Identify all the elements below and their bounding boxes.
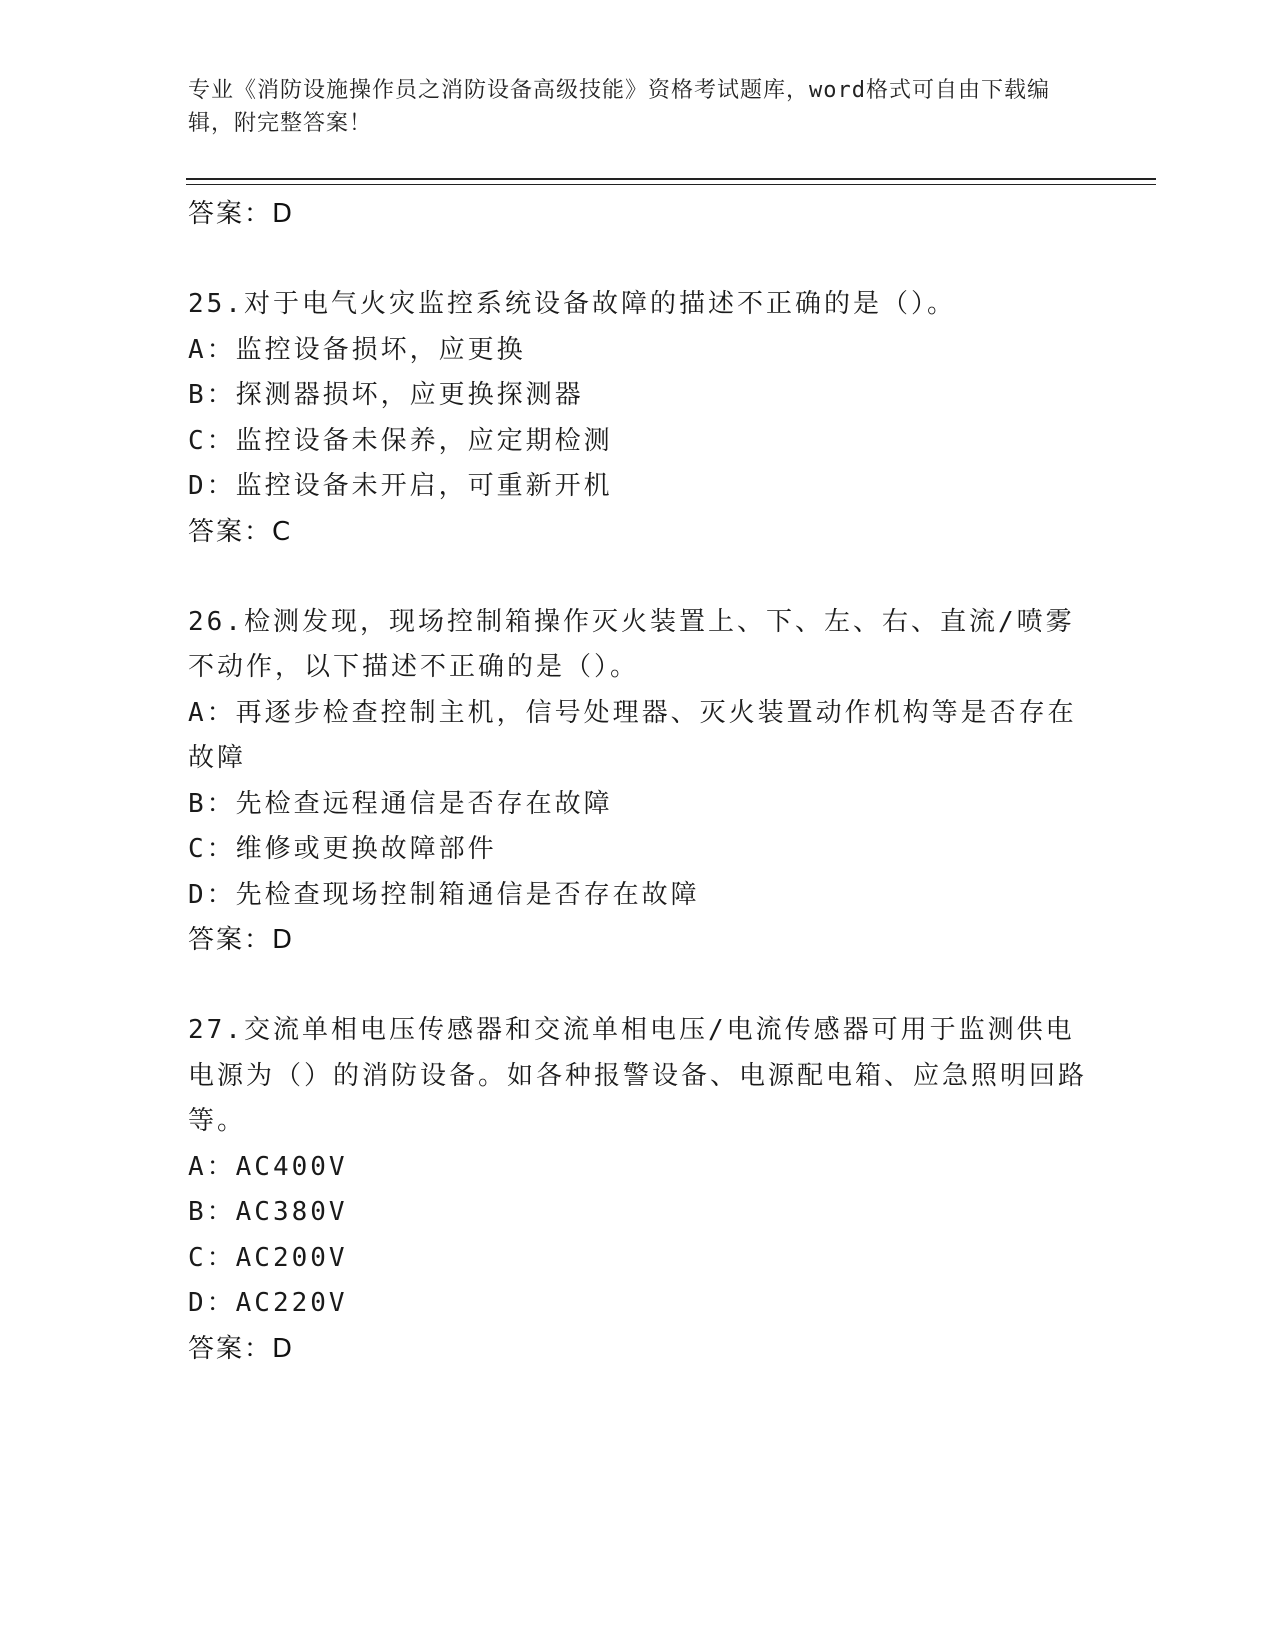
question-stem: 26.检测发现，现场控制箱操作灭火装置上、下、左、右、直流/喷雾不动作，以下描述不正确的是（）。 bbox=[188, 606, 1075, 682]
question-item bbox=[188, 282, 1088, 554]
option-c: C：维修或更换故障部件 bbox=[188, 834, 497, 864]
option-a: A：监控设备损坏，应更换 bbox=[188, 334, 526, 365]
answer-line: 答案：D bbox=[188, 199, 295, 229]
question-list bbox=[188, 192, 1088, 1371]
page-header bbox=[188, 74, 1068, 140]
option-a: A：AC400V bbox=[188, 1151, 348, 1182]
option-d: D：先检查现场控制箱通信是否存在故障 bbox=[188, 879, 700, 910]
option-b: B：AC380V bbox=[188, 1197, 348, 1227]
question-item bbox=[188, 600, 1088, 963]
question-stem: 27.交流单相电压传感器和交流单相电压/电流传感器可用于监测供电电源为（）的消防设备。如各种报警设备、电源配电箱、应急照明回路等。 bbox=[188, 1015, 1088, 1136]
question-stem: 25.对于电气火灾监控系统设备故障的描述不正确的是（）。 bbox=[188, 289, 956, 319]
answer-line: 答案：C bbox=[188, 516, 293, 547]
answer-line: 答案：D bbox=[188, 1333, 295, 1364]
option-c: C：AC200V bbox=[188, 1242, 348, 1273]
option-d: D：监控设备未开启，可重新开机 bbox=[188, 471, 613, 501]
option-d: D：AC220V bbox=[188, 1288, 348, 1318]
header-divider bbox=[186, 178, 1156, 185]
question-item bbox=[188, 1008, 1088, 1371]
option-b: B：先检查远程通信是否存在故障 bbox=[188, 788, 613, 819]
answer-line: 答案：D bbox=[188, 925, 295, 955]
header-text: 专业《消防设施操作员之消防设备高级技能》资格考试题库，word格式可自由下载编辑，附完整答案！ bbox=[188, 78, 1050, 136]
option-a: A：再逐步检查控制主机，信号处理器、灭火装置动作机构等是否存在故障 bbox=[188, 697, 1077, 773]
option-c: C：监控设备未保养，应定期检测 bbox=[188, 425, 613, 456]
option-b: B：探测器损坏，应更换探测器 bbox=[188, 380, 584, 410]
